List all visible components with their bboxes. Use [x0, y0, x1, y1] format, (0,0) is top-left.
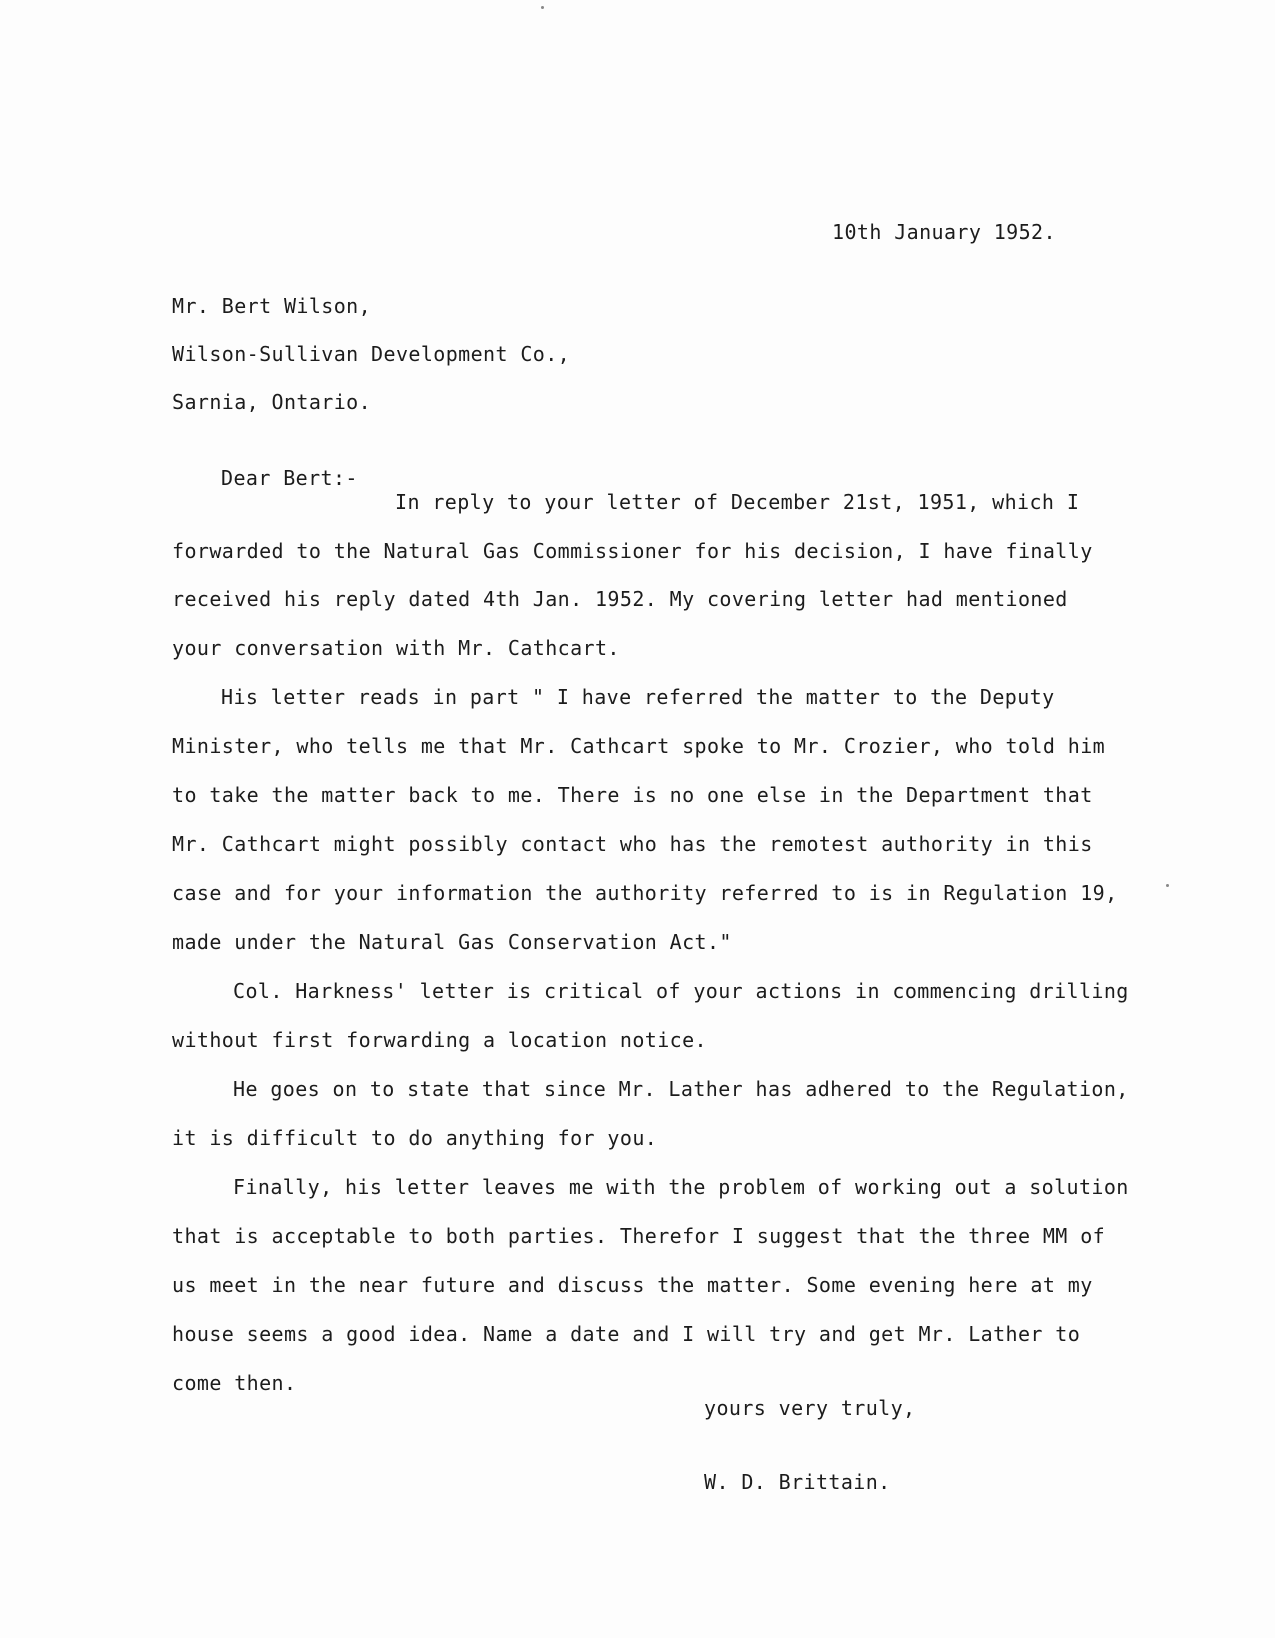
body-line: Col. Harkness' letter is critical of your actions in commencing drilling [233, 979, 1129, 1003]
body-line: received his reply dated 4th Jan. 1952. My covering letter had mentioned [172, 587, 1068, 611]
body-line: your conversation with Mr. Cathcart. [172, 636, 620, 660]
body-line: house seems a good idea. Name a date and I will try and get Mr. Lather to [172, 1322, 1081, 1346]
letter-date: 10th January 1952. [832, 220, 1056, 244]
body-line: Mr. Cathcart might possibly contact who has the remotest authority in this [172, 832, 1093, 856]
body-line: it is difficult to do anything for you. [172, 1126, 658, 1150]
body-line: His letter reads in part " I have referred the matter to the Deputy [221, 685, 1055, 709]
body-line: to take the matter back to me. There is no one else in the Department that [172, 783, 1093, 807]
address-line: Mr. Bert Wilson, [172, 294, 372, 318]
body-line: In reply to your letter of December 21st, 1951, which I [395, 490, 1080, 514]
salutation: Dear Bert:- [221, 466, 358, 490]
body-line: Finally, his letter leaves me with the problem of working out a solution [233, 1175, 1129, 1199]
body-line: come then. [172, 1371, 297, 1395]
signature: W. D. Brittain. [704, 1470, 891, 1494]
paper-speck [541, 6, 544, 9]
body-line: forwarded to the Natural Gas Commissioner for his decision, I have finally [172, 539, 1093, 563]
address-line: Wilson-Sullivan Development Co., [172, 342, 571, 366]
paper-speck [1166, 884, 1169, 887]
body-line: without first forwarding a location notice. [172, 1028, 707, 1052]
body-line: us meet in the near future and discuss the matter. Some evening here at my [172, 1273, 1093, 1297]
body-line: Minister, who tells me that Mr. Cathcart spoke to Mr. Crozier, who told him [172, 734, 1106, 758]
closing: yours very truly, [704, 1396, 916, 1420]
body-line: He goes on to state that since Mr. Lather has adhered to the Regulation, [233, 1077, 1129, 1101]
address-line: Sarnia, Ontario. [172, 390, 372, 414]
body-line: case and for your information the authority referred to is in Regulation 19, [172, 881, 1118, 905]
body-line: that is acceptable to both parties. Therefor I suggest that the three MM of [172, 1224, 1106, 1248]
body-line: made under the Natural Gas Conservation Act." [172, 930, 732, 954]
